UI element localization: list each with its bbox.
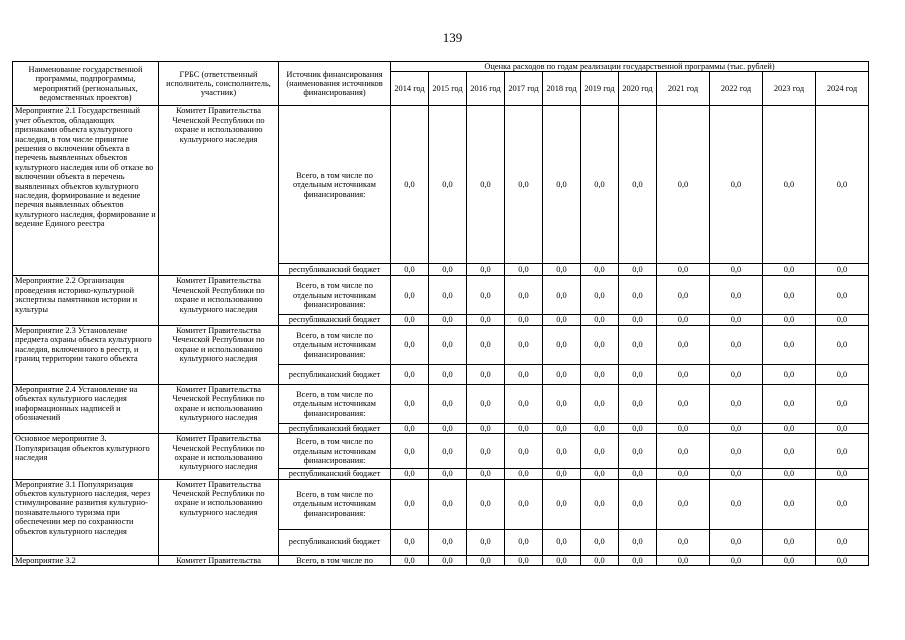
value-cell: 0,0 <box>467 276 505 315</box>
grbs-cell: Комитет Правительства Чеченской Республики по охране и использованию культурного наследия <box>159 276 279 325</box>
grbs-cell: Комитет Правительства Чеченской Республики по охране и использованию культурного наследия <box>159 434 279 479</box>
header-source: Источник финансирования (наименования источников финансирования) <box>279 62 391 106</box>
value-cell: 0,0 <box>581 276 619 315</box>
value-cell: 0,0 <box>710 479 763 529</box>
value-cell: 0,0 <box>816 364 869 384</box>
value-cell: 0,0 <box>763 106 816 264</box>
value-cell: 0,0 <box>391 384 429 423</box>
value-cell: 0,0 <box>763 264 816 276</box>
value-cell: 0,0 <box>581 106 619 264</box>
value-cell: 0,0 <box>816 555 869 565</box>
value-cell: 0,0 <box>816 264 869 276</box>
value-cell: 0,0 <box>657 276 710 315</box>
source-total: Всего, в том числе по отдельным источникам финансирования: <box>279 276 391 315</box>
value-cell: 0,0 <box>619 479 657 529</box>
value-cell: 0,0 <box>657 469 710 479</box>
value-cell: 0,0 <box>710 423 763 433</box>
value-cell: 0,0 <box>657 264 710 276</box>
value-cell: 0,0 <box>391 106 429 264</box>
value-cell: 0,0 <box>467 106 505 264</box>
value-cell: 0,0 <box>429 364 467 384</box>
value-cell: 0,0 <box>710 384 763 423</box>
value-cell: 0,0 <box>763 469 816 479</box>
value-cell: 0,0 <box>505 106 543 264</box>
value-cell: 0,0 <box>619 364 657 384</box>
value-cell: 0,0 <box>467 364 505 384</box>
value-cell: 0,0 <box>391 264 429 276</box>
value-cell: 0,0 <box>657 479 710 529</box>
value-cell: 0,0 <box>505 423 543 433</box>
header-year: 2024 год <box>816 72 869 106</box>
measure-name: Мероприятие 3.2 <box>13 555 159 565</box>
value-cell: 0,0 <box>763 276 816 315</box>
source-republic: республиканский бюджет <box>279 529 391 555</box>
value-cell: 0,0 <box>505 364 543 384</box>
value-cell: 0,0 <box>816 315 869 325</box>
value-cell: 0,0 <box>710 529 763 555</box>
value-cell: 0,0 <box>816 106 869 264</box>
value-cell: 0,0 <box>816 469 869 479</box>
value-cell: 0,0 <box>467 469 505 479</box>
value-cell: 0,0 <box>467 479 505 529</box>
value-cell: 0,0 <box>710 469 763 479</box>
header-year: 2015 год <box>429 72 467 106</box>
table-row <box>13 434 869 469</box>
value-cell: 0,0 <box>429 106 467 264</box>
table-row <box>13 325 869 364</box>
measure-name: Мероприятие 3.1 Популяризация объектов культурного наследия, через стимулирование развития культурно-познавательного туризма при обеспечении мер по сохранности объектов культурного наследия <box>13 479 159 555</box>
value-cell: 0,0 <box>391 469 429 479</box>
value-cell: 0,0 <box>391 434 429 469</box>
table-row <box>13 276 869 315</box>
grbs-cell: Комитет Правительства Чеченской Республики по охране и использованию культурного наследия <box>159 325 279 384</box>
value-cell: 0,0 <box>816 384 869 423</box>
value-cell: 0,0 <box>710 106 763 264</box>
value-cell: 0,0 <box>429 479 467 529</box>
value-cell: 0,0 <box>543 469 581 479</box>
value-cell: 0,0 <box>505 469 543 479</box>
header-grbs: ГРБС (ответственный исполнитель, соисполнитель, участник) <box>159 62 279 106</box>
value-cell: 0,0 <box>467 325 505 364</box>
value-cell: 0,0 <box>543 384 581 423</box>
value-cell: 0,0 <box>581 529 619 555</box>
value-cell: 0,0 <box>429 384 467 423</box>
value-cell: 0,0 <box>543 276 581 315</box>
value-cell: 0,0 <box>763 555 816 565</box>
value-cell: 0,0 <box>581 469 619 479</box>
value-cell: 0,0 <box>657 555 710 565</box>
value-cell: 0,0 <box>505 555 543 565</box>
value-cell: 0,0 <box>619 469 657 479</box>
value-cell: 0,0 <box>505 384 543 423</box>
value-cell: 0,0 <box>710 434 763 469</box>
header-year: 2021 год <box>657 72 710 106</box>
value-cell: 0,0 <box>619 276 657 315</box>
value-cell: 0,0 <box>816 529 869 555</box>
header-year: 2014 год <box>391 72 429 106</box>
grbs-cell: Комитет Правительства Чеченской Республики по охране и использованию культурного наследия <box>159 106 279 276</box>
source-republic: республиканский бюджет <box>279 364 391 384</box>
value-cell: 0,0 <box>429 325 467 364</box>
value-cell: 0,0 <box>429 276 467 315</box>
value-cell: 0,0 <box>467 315 505 325</box>
value-cell: 0,0 <box>710 325 763 364</box>
header-name: Наименование государственной программы, подпрограммы, мероприятий (региональных, ведомственных проектов) <box>13 62 159 106</box>
value-cell: 0,0 <box>391 315 429 325</box>
value-cell: 0,0 <box>763 434 816 469</box>
value-cell: 0,0 <box>763 364 816 384</box>
header-year: 2020 год <box>619 72 657 106</box>
value-cell: 0,0 <box>581 264 619 276</box>
value-cell: 0,0 <box>710 276 763 315</box>
value-cell: 0,0 <box>391 276 429 315</box>
value-cell: 0,0 <box>619 384 657 423</box>
value-cell: 0,0 <box>505 276 543 315</box>
measure-name: Мероприятие 2.4 Установление на объектах культурного наследия информационных надписей и обозначений <box>13 384 159 433</box>
header-year: 2022 год <box>710 72 763 106</box>
value-cell: 0,0 <box>816 325 869 364</box>
table-row <box>13 384 869 423</box>
value-cell: 0,0 <box>467 555 505 565</box>
source-total: Всего, в том числе по отдельным источникам финансирования: <box>279 479 391 529</box>
value-cell: 0,0 <box>505 529 543 555</box>
source-republic: республиканский бюджет <box>279 315 391 325</box>
value-cell: 0,0 <box>543 555 581 565</box>
table-row <box>13 555 869 565</box>
value-cell: 0,0 <box>581 434 619 469</box>
value-cell: 0,0 <box>467 529 505 555</box>
value-cell: 0,0 <box>619 555 657 565</box>
value-cell: 0,0 <box>467 384 505 423</box>
header-year: 2016 год <box>467 72 505 106</box>
measure-name: Мероприятие 2.3 Установление предмета охраны объекта культурного наследия, включенного в реестр, и границ территории такого объекта <box>13 325 159 384</box>
value-cell: 0,0 <box>657 529 710 555</box>
value-cell: 0,0 <box>763 529 816 555</box>
value-cell: 0,0 <box>505 434 543 469</box>
value-cell: 0,0 <box>429 555 467 565</box>
value-cell: 0,0 <box>619 529 657 555</box>
source-total: Всего, в том числе по отдельным источникам финансирования: <box>279 106 391 264</box>
source-total: Всего, в том числе по отдельным источникам финансирования: <box>279 325 391 364</box>
value-cell: 0,0 <box>763 315 816 325</box>
value-cell: 0,0 <box>505 325 543 364</box>
source-republic: республиканский бюджет <box>279 264 391 276</box>
value-cell: 0,0 <box>710 264 763 276</box>
value-cell: 0,0 <box>429 434 467 469</box>
value-cell: 0,0 <box>429 469 467 479</box>
source-total: Всего, в том числе по <box>279 555 391 565</box>
value-cell: 0,0 <box>391 479 429 529</box>
measure-name: Мероприятие 2.1 Государственный учет объектов, обладающих признаками объекта культурного наследия, в том числе принятие решения о включении объекта в перечень выявленных объектов культурного наследия или об отказе во включении объекта в перечень выявленных объектов культурного наследия, формирование и ведение перечня выявленных объектов культурного наследия, формирование и ведение Единого реестра <box>13 106 159 276</box>
value-cell: 0,0 <box>657 423 710 433</box>
value-cell: 0,0 <box>543 264 581 276</box>
value-cell: 0,0 <box>581 479 619 529</box>
value-cell: 0,0 <box>619 315 657 325</box>
value-cell: 0,0 <box>543 529 581 555</box>
value-cell: 0,0 <box>657 364 710 384</box>
value-cell: 0,0 <box>710 315 763 325</box>
value-cell: 0,0 <box>619 423 657 433</box>
budget-table <box>12 61 869 566</box>
value-cell: 0,0 <box>763 325 816 364</box>
header-estimate: Оценка расходов по годам реализации государственной программы (тыс. рублей) <box>391 62 869 72</box>
value-cell: 0,0 <box>619 325 657 364</box>
value-cell: 0,0 <box>657 106 710 264</box>
value-cell: 0,0 <box>429 423 467 433</box>
value-cell: 0,0 <box>391 325 429 364</box>
value-cell: 0,0 <box>429 264 467 276</box>
value-cell: 0,0 <box>543 106 581 264</box>
value-cell: 0,0 <box>581 315 619 325</box>
grbs-cell: Комитет Правительства Чеченской Республики по охране и использованию культурного наследия <box>159 384 279 433</box>
table-row <box>13 479 869 529</box>
value-cell: 0,0 <box>505 315 543 325</box>
value-cell: 0,0 <box>543 325 581 364</box>
value-cell: 0,0 <box>391 364 429 384</box>
value-cell: 0,0 <box>581 423 619 433</box>
header-year: 2018 год <box>543 72 581 106</box>
value-cell: 0,0 <box>581 555 619 565</box>
value-cell: 0,0 <box>657 325 710 364</box>
value-cell: 0,0 <box>543 434 581 469</box>
value-cell: 0,0 <box>619 264 657 276</box>
value-cell: 0,0 <box>710 364 763 384</box>
header-year: 2023 год <box>763 72 816 106</box>
value-cell: 0,0 <box>710 555 763 565</box>
value-cell: 0,0 <box>763 384 816 423</box>
value-cell: 0,0 <box>763 479 816 529</box>
page-number: 139 <box>442 30 463 45</box>
grbs-cell: Комитет Правительства <box>159 555 279 565</box>
value-cell: 0,0 <box>391 529 429 555</box>
grbs-cell: Комитет Правительства Чеченской Республики по охране и использованию культурного наследия <box>159 479 279 555</box>
measure-name: Основное мероприятие 3. Популяризация объектов культурного наследия <box>13 434 159 479</box>
value-cell: 0,0 <box>657 384 710 423</box>
source-republic: республиканский бюджет <box>279 469 391 479</box>
source-republic: республиканский бюджет <box>279 423 391 433</box>
value-cell: 0,0 <box>543 479 581 529</box>
source-total: Всего, в том числе по отдельным источникам финансирования: <box>279 434 391 469</box>
value-cell: 0,0 <box>581 384 619 423</box>
measure-name: Мероприятие 2.2 Организация проведения историко-культурной экспертизы памятников истории и культуры <box>13 276 159 325</box>
value-cell: 0,0 <box>816 423 869 433</box>
value-cell: 0,0 <box>467 423 505 433</box>
value-cell: 0,0 <box>429 529 467 555</box>
value-cell: 0,0 <box>505 264 543 276</box>
header-year: 2017 год <box>505 72 543 106</box>
value-cell: 0,0 <box>543 364 581 384</box>
value-cell: 0,0 <box>619 434 657 469</box>
value-cell: 0,0 <box>657 434 710 469</box>
value-cell: 0,0 <box>467 434 505 469</box>
value-cell: 0,0 <box>429 315 467 325</box>
table-row <box>13 106 869 264</box>
value-cell: 0,0 <box>581 364 619 384</box>
header-year: 2019 год <box>581 72 619 106</box>
value-cell: 0,0 <box>505 479 543 529</box>
value-cell: 0,0 <box>619 106 657 264</box>
value-cell: 0,0 <box>543 423 581 433</box>
value-cell: 0,0 <box>657 315 710 325</box>
value-cell: 0,0 <box>816 276 869 315</box>
value-cell: 0,0 <box>763 423 816 433</box>
value-cell: 0,0 <box>391 555 429 565</box>
value-cell: 0,0 <box>816 434 869 469</box>
source-total: Всего, в том числе по отдельным источникам финансирования: <box>279 384 391 423</box>
value-cell: 0,0 <box>581 325 619 364</box>
value-cell: 0,0 <box>816 479 869 529</box>
value-cell: 0,0 <box>543 315 581 325</box>
value-cell: 0,0 <box>391 423 429 433</box>
value-cell: 0,0 <box>467 264 505 276</box>
